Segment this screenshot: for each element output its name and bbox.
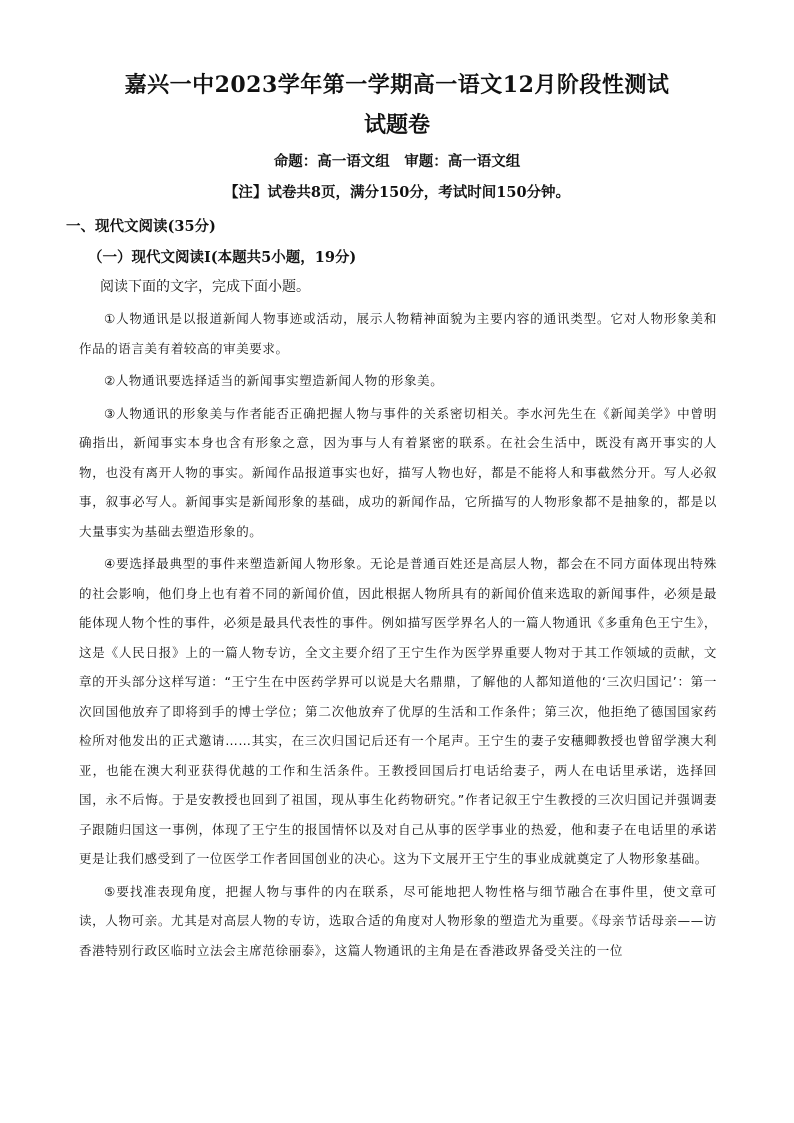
authors-line: 命题：高一语文组 审题：高一语文组 [273,153,521,170]
paragraph-5: ⑤要找准表现角度，把握人物与事件的内在联系，尽可能地把人物性格与细节融合在事件里，使文章可读，人物可亲。尤其是对高层人物的专访，选取合适的角度对人物形象的塑造尤为重要。《母亲节话母亲——访香港特别行政区临时立法会主席范徐丽泰》，这篇人物通讯的主角是在香港政界备受关注的一位 [79,883,717,958]
reading-instruction: 阅读下面的文字，完成下面小题。 [100,279,310,295]
paragraph-3: ③人物通讯的形象美与作者能否正确把握人物与事件的关系密切相关。李水河先生在《新闻美学》中曾明确指出，新闻事实本身也含有形象之意，因为事与人有着紧密的联系。在社会生活中，既没有离开事实的人物，也没有离开人物的事实。新闻作品报道事实也好，描写人物也好，都是不能将人和事截然分开。写人必叙事，叙事必写人。新闻事实是新闻形象的基础，成功的新闻作品，它所描写的人物形象都不是抽象的，都是以大量事实为基础去塑造形象的。 [79,405,717,539]
reading-passage [79,304,717,968]
paragraph-1: ①人物通讯是以报道新闻人物事迹或活动，展示人物精神面貌为主要内容的通讯类型。它对人物形象美和作品的语言美有着较高的审美要求。 [79,311,717,356]
exam-title: 嘉兴一中2023学年第一学期高一语文12月阶段性测试 [124,72,670,98]
section-heading: 一、现代文阅读(35分) [66,218,216,235]
paragraph-4: ④要选择最典型的事件来塑造新闻人物形象。无论是普通百姓还是高层人物，都会在不同方面体现出特殊的社会影响，他们身上也有着不同的新闻价值，因此根据人物所具有的新闻价值来选取的新闻事件，必须是最能体现人物个性的事件，必须是最具代表性的事件。例如描写医学界名人的一篇人物通讯《多重角色王宁生》，这是《人民日报》上的一篇人物专访，全文主要介绍了王宁生作为医学界重要人物对于其工作领域的贡献，文章的开头部分这样写道：“王宁生在中医药学界可以说是大名鼎鼎，了解他的人都知道他的‘三次归国记’：第一次回国他放弃了即将到手的博士学位；第二次他放弃了优厚的生活和工作条件；第三次，他拒绝了德国国家药检所对他发出的正式邀请……其实，在三次归国记后还有一个尾声。王宁生的妻子安穗卿教授也曾留学澳大利亚，也能在澳大利亚获得优越的工作和生活条件。王教授回国后打电话给妻子，两人在电话里承诺，选择回国，永不后悔。于是安教授也回到了祖国，现从事生化药物研究。”作者记叙王宁生教授的三次归国记并强调妻子跟随归国这一事例，体现了王宁生的报国情怀以及对自己从事的医学事业的热爱，他和妻子在电话里的承诺更是让我们感受到了一位医学工作者回国创业的决心。这为下文展开王宁生的事业成就奠定了人物形象基础。 [79,556,717,866]
paragraph-2: ②人物通讯要选择适当的新闻事实塑造新闻人物的形象美。 [104,373,444,388]
subsection-heading: （一）现代文阅读Ⅰ(本题共5小题，19分) [88,249,357,266]
exam-subtitle: 试题卷 [363,112,430,138]
exam-note: 【注】试卷共8页，满分150分，考试时间150分钟。 [223,184,571,201]
